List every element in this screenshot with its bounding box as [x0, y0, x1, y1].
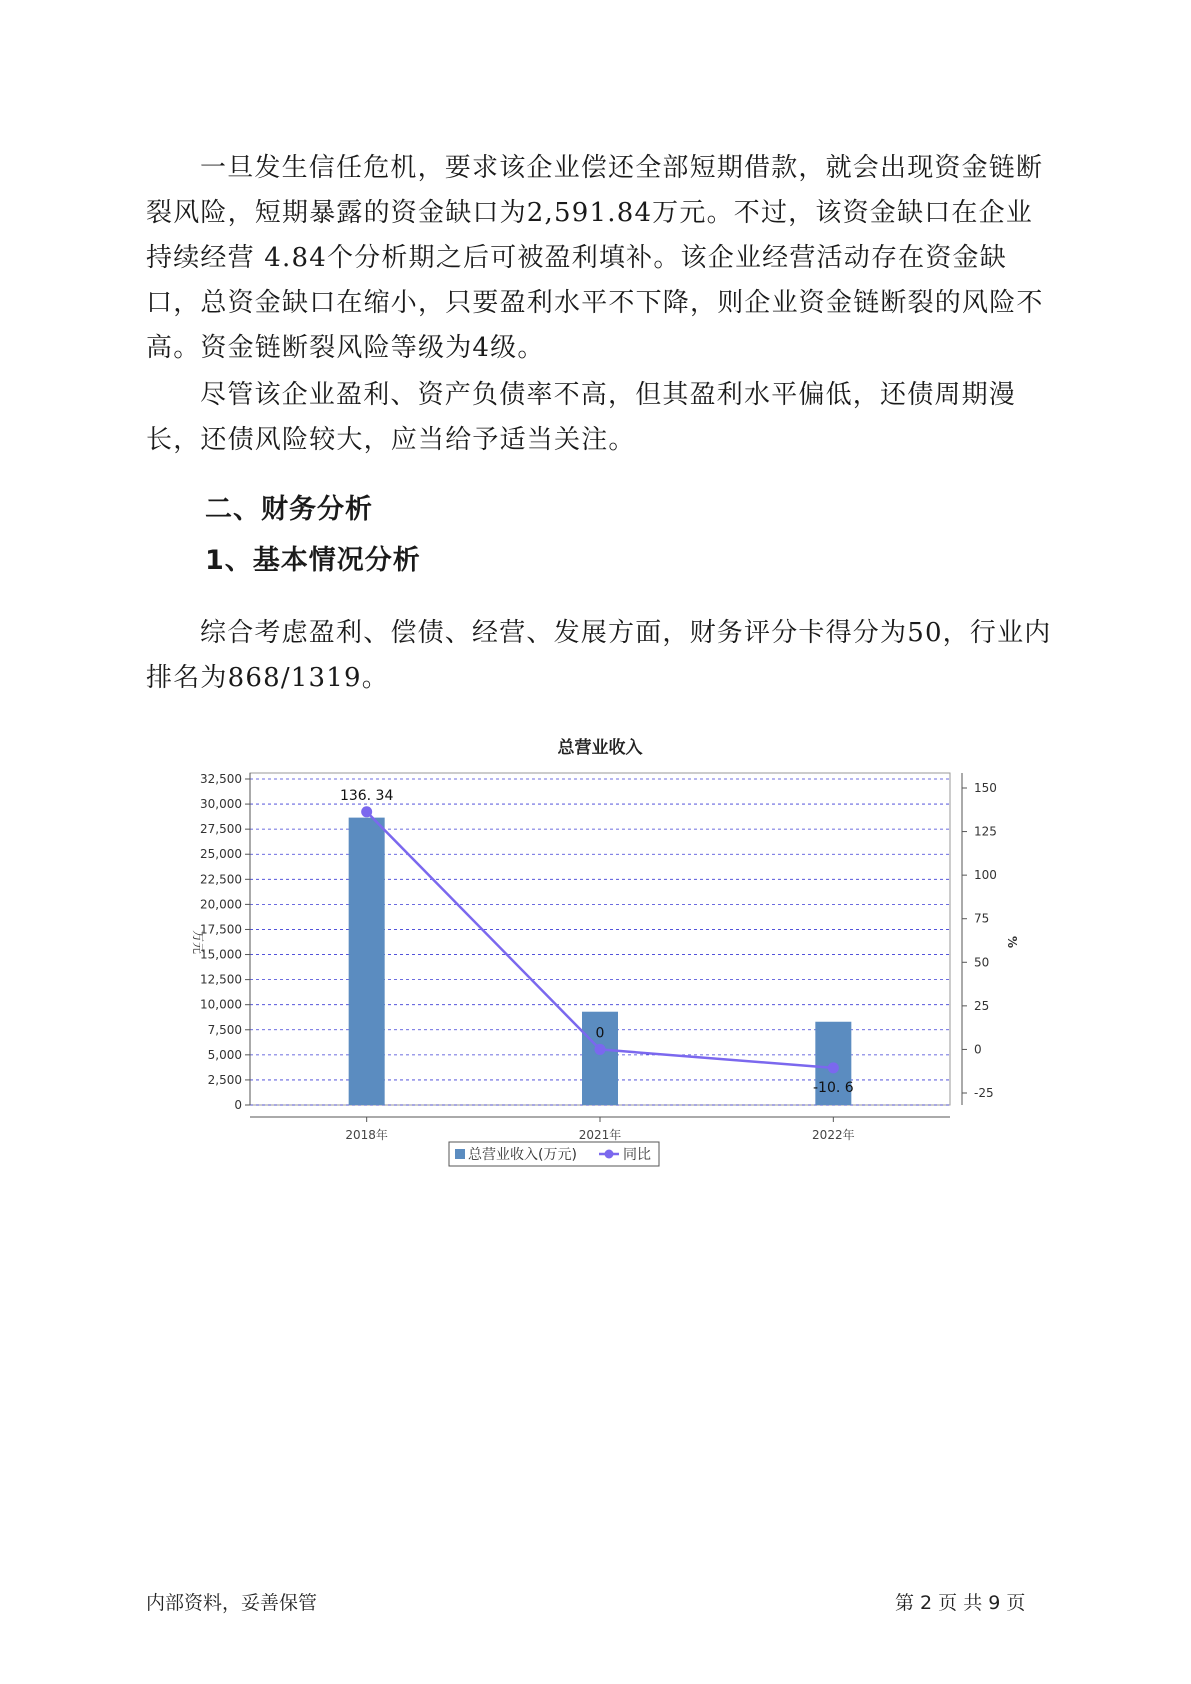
- right-tick-label: 50: [974, 955, 990, 970]
- revenue-chart: [170, 725, 1040, 1195]
- left-tick-label: 17,500: [200, 922, 242, 937]
- footer-left: 内部资料，妥善保管: [146, 1592, 318, 1614]
- yoy-data-label: 0: [595, 1025, 605, 1042]
- paragraph-funding-gap: 一旦发生信任危机，要求该企业偿还全部短期借款，就会出现资金链断裂风险，短期暴露的资金缺口为2,591.84万元。不过，该资金缺口在企业持续经营 4.84个分析期之后可被盈利填补。该企业经营活动存在资金缺口，总资金缺口在缩小，只要盈利水平不下降，则企业资金链断裂的风险不高。资金链断裂风险等级为4级。: [146, 153, 1044, 363]
- left-tick-label: 22,500: [200, 872, 242, 887]
- left-tick-label: 20,000: [200, 897, 242, 912]
- yoy-point: [361, 806, 372, 817]
- chart-legend: [449, 1142, 659, 1166]
- left-tick-label: 7,500: [207, 1022, 242, 1037]
- left-tick-label: 25,000: [200, 847, 242, 862]
- paragraph-score: 综合考虑盈利、偿债、经营、发展方面，财务评分卡得分为50，行业内排名为868/1319。: [146, 618, 1052, 693]
- left-tick-label: 12,500: [200, 972, 242, 987]
- left-tick-label: 10,000: [200, 997, 242, 1012]
- left-tick-label: 30,000: [200, 797, 242, 812]
- right-tick-label: 0: [974, 1042, 982, 1057]
- legend-bar-swatch: [455, 1149, 465, 1159]
- section-heading: 二、财务分析: [205, 494, 373, 525]
- right-tick-label: -25: [974, 1086, 994, 1100]
- right-tick-label: 125: [974, 824, 997, 839]
- x-tick-label: 2022年: [812, 1128, 855, 1142]
- legend-line-marker: [605, 1150, 614, 1159]
- left-tick-label: 32,500: [200, 772, 242, 786]
- x-tick-label: 2018年: [345, 1128, 388, 1142]
- right-tick-label: 25: [974, 998, 990, 1013]
- legend-line-label: 同比: [623, 1147, 651, 1163]
- right-tick-label: 75: [974, 911, 990, 926]
- yoy-point: [595, 1044, 606, 1055]
- left-tick-label: 27,500: [200, 822, 242, 837]
- yoy-data-label: -10. 6: [812, 1079, 854, 1096]
- right-tick-label: 100: [974, 868, 997, 883]
- yoy-data-label: 136. 34: [339, 787, 394, 804]
- right-tick-label: 150: [974, 781, 997, 795]
- left-axis-title: 万元: [191, 929, 205, 955]
- left-tick-label: 15,000: [200, 947, 242, 962]
- paragraph-debt-risk: 尽管该企业盈利、资产负债率不高，但其盈利水平偏低，还债周期漫长，还债风险较大，应当给予适当关注。: [146, 380, 1017, 455]
- left-tick-label: 2,500: [207, 1072, 242, 1087]
- chart-title: 总营业收入: [557, 738, 643, 758]
- left-tick-label: 5,000: [207, 1047, 242, 1062]
- yoy-point: [828, 1062, 839, 1073]
- left-tick-label: 0: [234, 1098, 242, 1112]
- footer-page-number: 第 2 页 共 9 页: [895, 1592, 1026, 1614]
- bar: [349, 818, 385, 1105]
- legend-bar-label: 总营业收入(万元): [468, 1147, 577, 1163]
- right-axis-title: %: [1005, 935, 1019, 949]
- x-tick-label: 2021年: [578, 1128, 622, 1142]
- subsection-heading: 1、基本情况分析: [205, 545, 421, 576]
